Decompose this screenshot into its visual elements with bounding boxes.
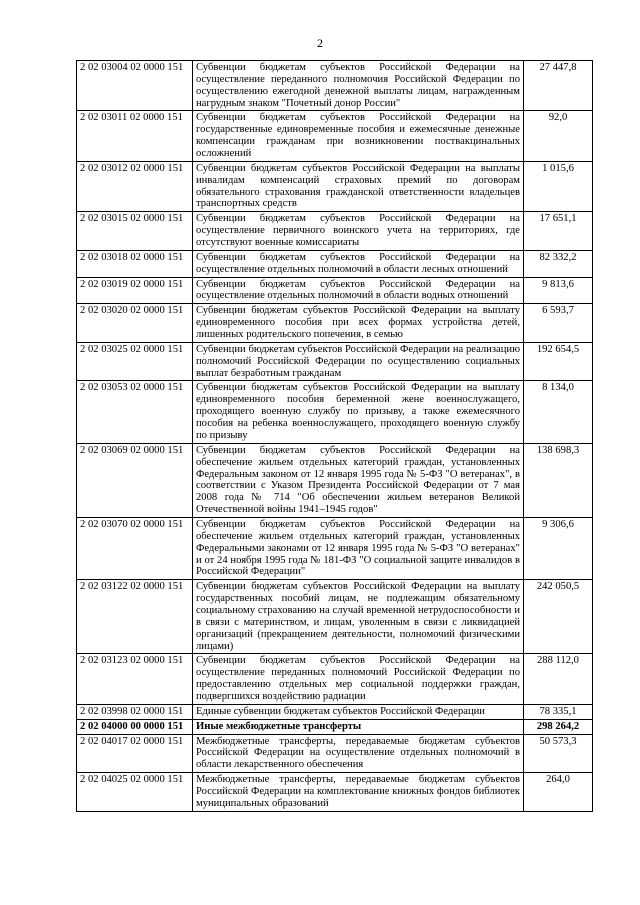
item-name-cell: Субвенции бюджетам субъектов Российской Федерации на осуществление переданных полномочий Российской Федерации по предоставлению отдельных мер социальной поддержки граждан, подвергшихся воздействию радиации — [193, 654, 524, 704]
budget-code-cell: 2 02 03020 02 0000 151 — [77, 304, 193, 343]
table-row — [77, 580, 593, 654]
budget-code-cell: 2 02 03018 02 0000 151 — [77, 250, 193, 277]
budget-code-cell: 2 02 03069 02 0000 151 — [77, 443, 193, 517]
amount-cell: 92,0 — [524, 111, 593, 161]
budget-code-cell: 2 02 04000 00 0000 151 — [77, 719, 193, 734]
item-name-cell: Субвенции бюджетам субъектов Российской Федерации на обеспечение жильем отдельных категорий граждан, установленных Федеральным законом от 12 января 1995 года № 5-ФЗ "О ветеранах", в соответствии с Указом Президента Российской Федерации от 7 мая 2008 года № 714 "Об обеспечении жильем ветеранов Великой Отечественной войны 1941–1945 годов" — [193, 443, 524, 517]
amount-cell: 50 573,3 — [524, 734, 593, 773]
amount-cell: 264,0 — [524, 773, 593, 812]
item-name-cell: Субвенции бюджетам субъектов Российской Федерации на государственные единовременные пособия и ежемесячные денежные компенсации гражданам при возникновении поствакцинальных осложнений — [193, 111, 524, 161]
table-row — [77, 304, 593, 343]
item-name-cell: Субвенции бюджетам субъектов Российской Федерации на обеспечение жильем отдельных категорий граждан, установленных Федеральными законами от 12 января 1995 года № 5-ФЗ "О ветеранах" и от 24 ноября 1995 года № 181-ФЗ "О социальной защите инвалидов в Российской Федерации" — [193, 517, 524, 579]
amount-cell: 298 264,2 — [524, 719, 593, 734]
table-row — [77, 212, 593, 251]
item-name-cell: Субвенции бюджетам субъектов Российской Федерации на выплату единовременного пособия беременной жене военнослужащего, проходящего военную службу по призыву, а также ежемесячного пособия на ребенка военнослужащего, проходящего военную службу по призыву — [193, 381, 524, 443]
amount-cell: 17 651,1 — [524, 212, 593, 251]
budget-code-cell: 2 02 03012 02 0000 151 — [77, 161, 193, 211]
budget-code-cell: 2 02 03019 02 0000 151 — [77, 277, 193, 304]
table-row — [77, 773, 593, 812]
amount-cell: 78 335,1 — [524, 704, 593, 719]
item-name-cell: Субвенции бюджетам субъектов Российской Федерации на реализацию полномочий Российской Федерации по осуществлению социальных выплат безработным гражданам — [193, 342, 524, 381]
budget-code-cell: 2 02 03011 02 0000 151 — [77, 111, 193, 161]
table-row — [77, 111, 593, 161]
table-row — [77, 704, 593, 719]
budget-code-cell: 2 02 03053 02 0000 151 — [77, 381, 193, 443]
table-row — [77, 654, 593, 704]
budget-code-cell: 2 02 03070 02 0000 151 — [77, 517, 193, 579]
item-name-cell: Субвенции бюджетам субъектов Российской Федерации на осуществление отдельных полномочий в области лесных отношений — [193, 250, 524, 277]
table-row — [77, 342, 593, 381]
item-name-cell: Иные межбюджетные трансферты — [193, 719, 524, 734]
item-name-cell: Субвенции бюджетам субъектов Российской Федерации на осуществление первичного воинского учета на территориях, где отсутствуют военные комиссариаты — [193, 212, 524, 251]
item-name-cell: Межбюджетные трансферты, передаваемые бюджетам субъектов Российской Федерации на осуществление отдельных полномочий в области лекарственного обеспечения — [193, 734, 524, 773]
budget-code-cell: 2 02 03998 02 0000 151 — [77, 704, 193, 719]
amount-cell: 9 306,6 — [524, 517, 593, 579]
item-name-cell: Субвенции бюджетам субъектов Российской Федерации на осуществление отдельных полномочий в области водных отношений — [193, 277, 524, 304]
amount-cell: 1 015,6 — [524, 161, 593, 211]
item-name-cell: Субвенции бюджетам субъектов Российской Федерации на выплаты инвалидам компенсаций страховых премий по договорам обязательного страхования гражданской ответственности владельцев транспортных средств — [193, 161, 524, 211]
amount-cell: 6 593,7 — [524, 304, 593, 343]
budget-table-body — [77, 61, 593, 812]
amount-cell: 242 050,5 — [524, 580, 593, 654]
item-name-cell: Субвенции бюджетам субъектов Российской Федерации на осуществление переданного полномочия Российской Федерации по осуществлению ежегодной денежной выплаты лицам, награжденным нагрудным знаком "Почетный донор России" — [193, 61, 524, 111]
table-row — [77, 277, 593, 304]
budget-code-cell: 2 02 03123 02 0000 151 — [77, 654, 193, 704]
budget-code-cell: 2 02 04025 02 0000 151 — [77, 773, 193, 812]
table-row — [77, 734, 593, 773]
table-row — [77, 719, 593, 734]
item-name-cell: Субвенции бюджетам субъектов Российской Федерации на выплату единовременного пособия при всех формах устройства детей, лишенных родительского попечения, в семью — [193, 304, 524, 343]
amount-cell: 8 134,0 — [524, 381, 593, 443]
item-name-cell: Единые субвенции бюджетам субъектов Российской Федерации — [193, 704, 524, 719]
budget-code-cell: 2 02 04017 02 0000 151 — [77, 734, 193, 773]
table-row — [77, 517, 593, 579]
item-name-cell: Межбюджетные трансферты, передаваемые бюджетам субъектов Российской Федерации на комплектование книжных фондов библиотек муниципальных образований — [193, 773, 524, 812]
amount-cell: 9 813,6 — [524, 277, 593, 304]
item-name-cell: Субвенции бюджетам субъектов Российской Федерации на выплату государственных пособий лицам, не подлежащим обязательному социальному страхованию на случай временной нетрудоспособности и в связи с материнством, и лицам, уволенным в связи с ликвидацией организаций (прекращением деятельности, полномочий физическими лицами) — [193, 580, 524, 654]
table-row — [77, 61, 593, 111]
amount-cell: 192 654,5 — [524, 342, 593, 381]
budget-code-cell: 2 02 03122 02 0000 151 — [77, 580, 193, 654]
table-row — [77, 381, 593, 443]
budget-code-cell: 2 02 03025 02 0000 151 — [77, 342, 193, 381]
amount-cell: 138 698,3 — [524, 443, 593, 517]
page-number: 2 — [317, 36, 323, 50]
amount-cell: 82 332,2 — [524, 250, 593, 277]
budget-code-cell: 2 02 03004 02 0000 151 — [77, 61, 193, 111]
table-row — [77, 161, 593, 211]
budget-table — [76, 60, 593, 812]
table-row — [77, 250, 593, 277]
table-row — [77, 443, 593, 517]
amount-cell: 288 112,0 — [524, 654, 593, 704]
budget-code-cell: 2 02 03015 02 0000 151 — [77, 212, 193, 251]
amount-cell: 27 447,8 — [524, 61, 593, 111]
